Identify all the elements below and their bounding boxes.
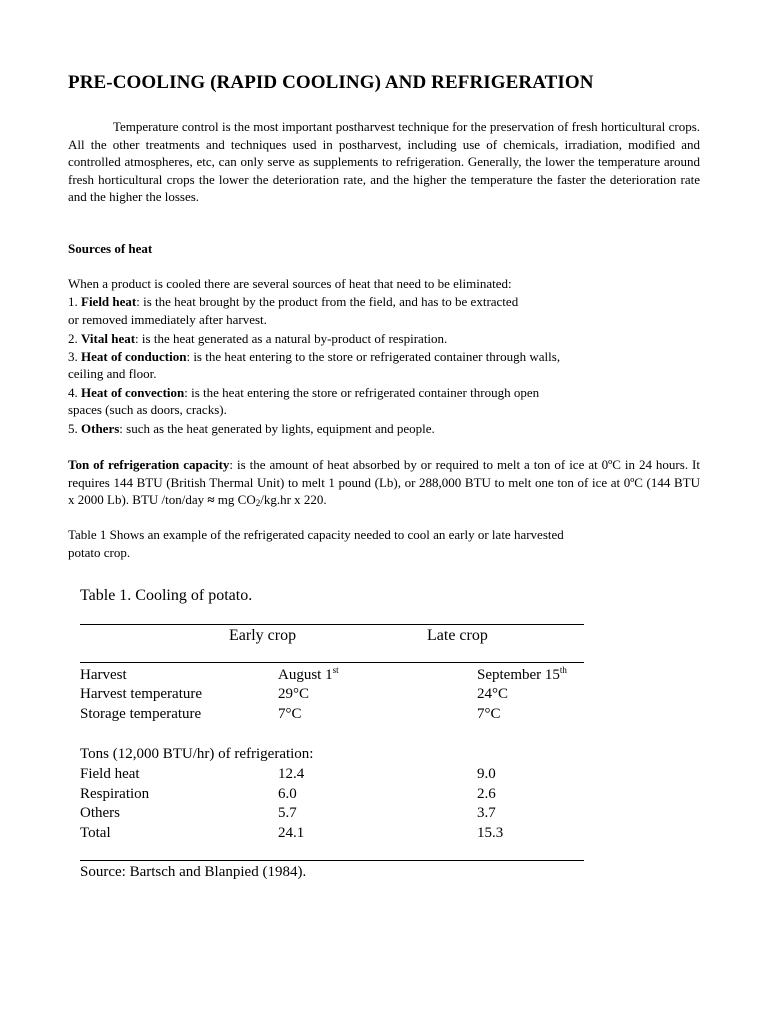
late-value: 7°C <box>477 706 501 722</box>
item-number: 2. <box>68 331 81 346</box>
table-top-rule <box>80 624 584 625</box>
item-number: 5. <box>68 421 81 436</box>
source-item-conduction <box>68 349 560 365</box>
late-value: 2.6 <box>477 786 496 802</box>
row-label: Others <box>80 805 120 821</box>
source-item-field-heat <box>68 294 518 310</box>
early-value: 5.7 <box>278 805 297 821</box>
column-header-late: Late crop <box>427 627 488 644</box>
early-value: 29°C <box>278 686 310 702</box>
late-value <box>477 667 567 684</box>
item-term: Heat of conduction <box>81 349 187 364</box>
late-value: 24°C <box>477 686 509 702</box>
sources-intro: When a product is cooled there are several sources of heat that need to be eliminated: <box>68 276 512 291</box>
item-number: 1. <box>68 294 81 309</box>
early-value: 7°C <box>278 706 302 722</box>
ton-text-end: /kg.hr x 220. <box>260 492 327 508</box>
late-value: 3.7 <box>477 805 496 821</box>
ton-text: : is the amount of heat absorbed by or required to melt a ton of ice at 0ºC in 24 hours. It requires 144 BTU (British Thermal Unit) to melt 1 pound (Lb), or 288,000 BTU to melt one ton of ice at 0ºC (144 BTU x 2000 Lb). BTU /ton/day <box>68 457 700 508</box>
early-text: August 1 <box>278 667 333 683</box>
ordinal-suffix: th <box>559 665 567 675</box>
ton-text-co2: mg CO <box>214 492 256 508</box>
co2-subscript: 2 <box>255 498 261 509</box>
late-value: 9.0 <box>477 766 496 782</box>
intro-paragraph: Temperature control is the most important postharvest technique for the preservation of fresh horticultural crops. All the other treatments and techniques used in postharvest, including use of chemicals, irradiation, modified and controlled atmospheres, etc, can only serve as supplements to refrigeration. Generally, the lower the temperature around fresh horticultural crops the lower the deterioration rate, and the higher the temperature the faster the deterioration rate and the higher the losses. <box>68 119 700 205</box>
item-term: Field heat <box>81 294 137 309</box>
early-value: 12.4 <box>278 766 305 782</box>
table-header-rule <box>80 662 584 663</box>
item-number: 3. <box>68 349 81 364</box>
item-number: 4. <box>68 385 81 400</box>
source-item-convection <box>68 385 539 401</box>
item-text: : is the heat entering the store or refrigerated container through open <box>184 385 540 400</box>
table-intro-line1: Table 1 Shows an example of the refrigerated capacity needed to cool an early or late harvested <box>68 527 564 542</box>
page-title: PRE-COOLING (RAPID COOLING) AND REFRIGERATION <box>68 72 594 93</box>
sources-heading: Sources of heat <box>68 241 153 256</box>
table-title: Table 1. Cooling of potato. <box>80 587 253 604</box>
table-bottom-rule <box>80 860 584 861</box>
approx-symbol: ≈ <box>207 492 215 508</box>
early-value: 24.1 <box>278 825 305 841</box>
late-text: September 15 <box>477 667 560 683</box>
source-item-convection-cont: spaces (such as doors, cracks). <box>68 402 227 417</box>
source-item-conduction-cont: ceiling and floor. <box>68 366 157 381</box>
row-label: Harvest temperature <box>80 686 203 702</box>
source-item-vital-heat <box>68 331 447 347</box>
ton-term: Ton of refrigeration capacity <box>68 457 230 472</box>
item-term: Vital heat <box>81 331 136 346</box>
table-source: Source: Bartsch and Blanpied (1984). <box>80 864 307 880</box>
row-label: Field heat <box>80 766 140 782</box>
row-label: Storage temperature <box>80 706 202 722</box>
table-intro-line2: potato crop. <box>68 545 131 560</box>
early-value: 6.0 <box>278 786 297 802</box>
item-text: : is the heat brought by the product from the field, and has to be extracted <box>136 294 519 309</box>
early-value <box>278 667 339 684</box>
item-text: : is the heat entering to the store or refrigerated container through walls, <box>186 349 561 364</box>
row-label: Harvest <box>80 667 127 683</box>
ton-refrigeration-paragraph <box>68 456 700 509</box>
table-subheading: Tons (12,000 BTU/hr) of refrigeration: <box>80 746 314 762</box>
source-item-others <box>68 421 435 437</box>
item-term: Heat of convection <box>81 385 185 400</box>
late-value: 15.3 <box>477 825 504 841</box>
ordinal-suffix: st <box>332 665 339 675</box>
source-item-field-heat-cont: or removed immediately after harvest. <box>68 312 267 327</box>
row-label: Total <box>80 825 111 841</box>
item-term: Others <box>81 421 120 436</box>
item-text: : is the heat generated as a natural by-product of respiration. <box>135 331 448 346</box>
item-text: : such as the heat generated by lights, equipment and people. <box>119 421 435 436</box>
row-label: Respiration <box>80 786 150 802</box>
column-header-early: Early crop <box>229 627 297 644</box>
